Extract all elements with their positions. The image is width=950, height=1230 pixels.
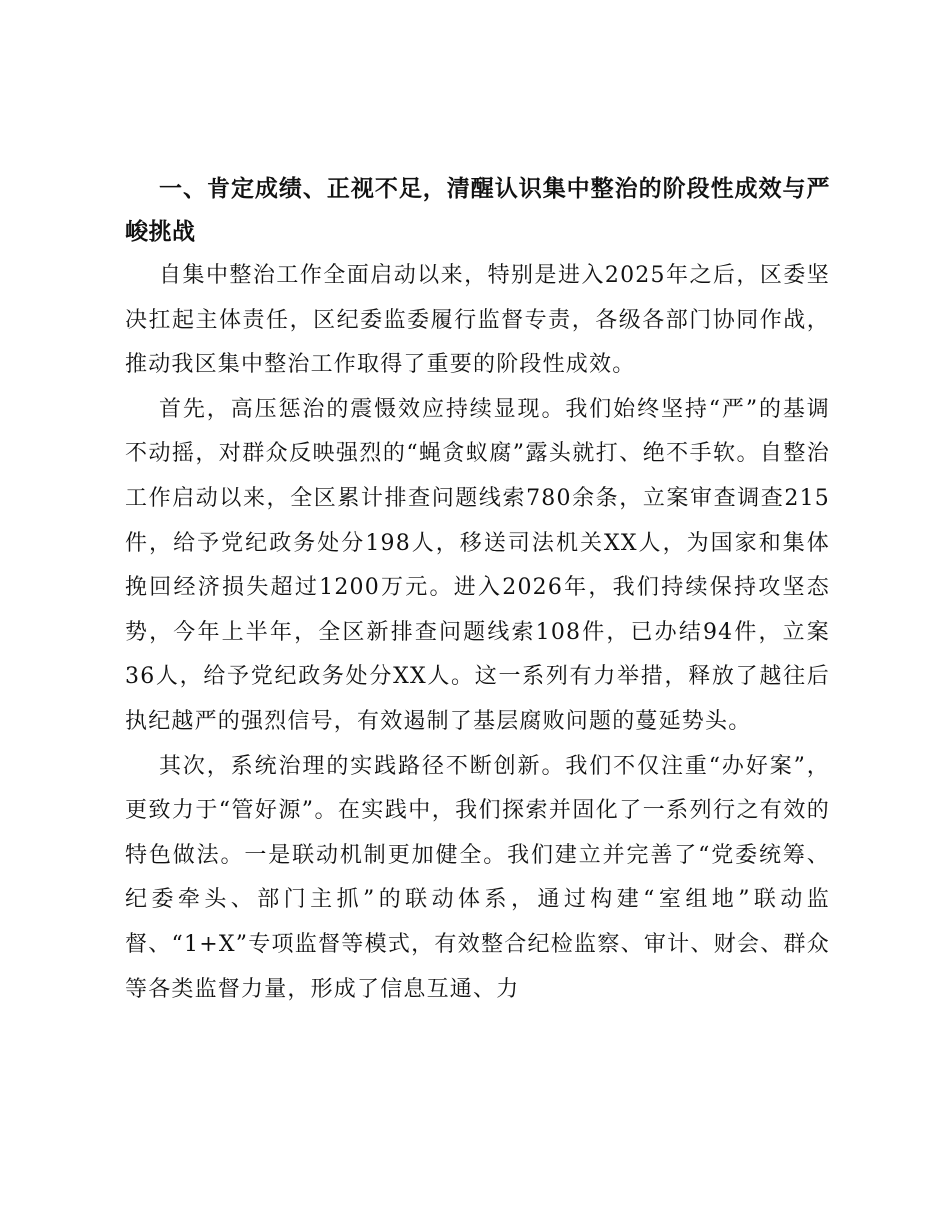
paragraph-intro: 自集中整治工作全面启动以来，特别是进入2025年之后，区委坚决扛起主体责任，区纪委监委履行监督专责，各级各部门协同作战，推动我区集中整治工作取得了重要的阶段性成效。 <box>125 263 830 378</box>
paragraph-second: 其次，系统治理的实践路径不断创新。我们不仅注重“办好案”，更致力于“管好源”。在实践中，我们探索并固化了一系列行之有效的特色做法。一是联动机制更加健全。我们建立并完善了“党委统筹、纪委牵头、部门主抓”的联动体系，通过构建“室组地”联动监督、“1+X”专项监督等模式，有效整合纪检监察、审计、财会、群众等各类监督力量，形成了信息互通、力 <box>125 753 830 1002</box>
paragraph-first: 首先，高压惩治的震慑效应持续显现。我们始终坚持“严”的基调不动摇，对群众反映强烈的“蝇贪蚁腐”露头就打、绝不手软。自整治工作启动以来，全区累计排查问题线索780余条，立案审查调查215件，给予党纪政务处分198人，移送司法机关XX人，为国家和集体挽回经济损失超过1200万元。进入2026年，我们持续保持攻坚态势，今年上半年，全区新排查问题线索108件，已办结94件，立案36人，给予党纪政务处分XX人。这一系列有力举措，释放了越往后执纪越严的强烈信号，有效遏制了基层腐败问题的蔓延势头。 <box>125 396 830 734</box>
document-page <box>125 168 830 1012</box>
section-heading: 一、肯定成绩、正视不足，清醒认识集中整治的阶段性成效与严峻挑战 <box>125 176 830 245</box>
